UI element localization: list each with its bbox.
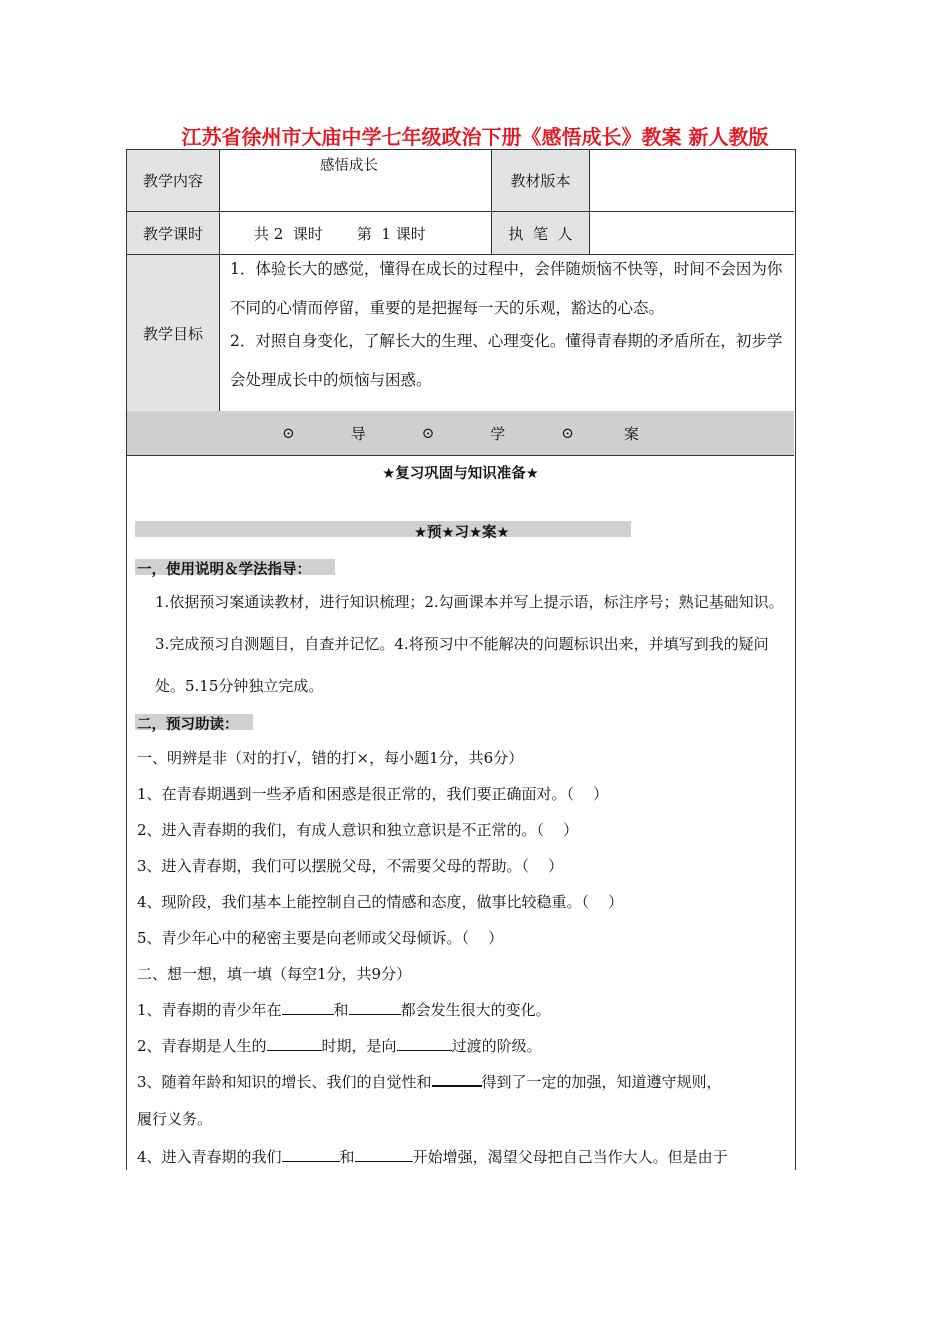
guide-banner (127, 411, 794, 455)
hours-label: 教学课时 (142, 224, 203, 243)
banner-char: 学 (490, 424, 506, 443)
judge-item: 5、青少年心中的秘密主要是向老师或父母倾诉。（ ） (137, 929, 504, 947)
hours-value-cell (220, 212, 491, 254)
preview-title-bar (135, 521, 631, 537)
author-label: 执 笔 人 (508, 224, 573, 243)
goals-label: 教学目标 (142, 324, 203, 343)
fill-question-3-cont: 履行义务。 (137, 1110, 213, 1128)
fill-question-2: 2、青春期是人生的 时期，是向 过渡的阶级。 (137, 1037, 542, 1055)
lesson-plan-table (126, 149, 796, 1170)
document-title: 江苏省徐州市大庙中学七年级政治下册《感悟成长》教案 新人教版 (181, 125, 769, 149)
content-value-cell (220, 150, 491, 211)
fill-question-3: 3、随着年龄和知识的增长、我们的自觉性和 得到了一定的加强，知道遵守规则， (137, 1073, 722, 1091)
banner-circle-icon: ⊙ (561, 424, 574, 442)
part2-title: 二、想一想，填一填（每空1分，共9分） (137, 965, 412, 983)
fill-blank[interactable] (267, 1050, 322, 1051)
section2-title: 二，预习助读： (137, 717, 239, 733)
banner-char: 导 (350, 424, 366, 443)
section1-title: 一，使用说明＆学法指导： (137, 562, 311, 578)
part1-title: 一、明辨是非（对的打√，错的打×，每小题1分，共6分） (137, 749, 524, 767)
review-title: ★复习巩固与知识准备★ (382, 466, 539, 482)
fill-blank[interactable] (282, 1161, 340, 1162)
fill-question-1: 1、青春期的青少年在 和 都会发生很大的变化。 (137, 1001, 551, 1019)
content-label: 教学内容 (142, 172, 203, 190)
fill-blank[interactable] (432, 1085, 482, 1087)
fill-blank[interactable] (355, 1161, 413, 1162)
banner-circle-icon: ⊙ (421, 424, 435, 442)
judge-item: 3、进入青春期，我们可以摆脱父母，不需要父母的帮助。（ ） (137, 857, 564, 875)
content-value: 感悟成长 (320, 158, 378, 174)
edition-label: 教材版本 (510, 172, 571, 190)
goal-item: 2．对照自身变化，了解长大的生理、心理变化。懂得青春期的矛盾所在，初步学会处理成长中的烦恼与困惑。 (230, 332, 783, 389)
hours-total: 共 2 课时 (254, 224, 323, 243)
preview-title: ★预★习★案★ (414, 525, 510, 541)
hours-label-cell (127, 212, 219, 254)
content-label-cell (127, 150, 219, 211)
hours-current: 第 1 课时 (356, 224, 426, 243)
goals-label-cell (127, 255, 219, 411)
row-divider (127, 455, 794, 456)
fill-blank[interactable] (349, 1014, 401, 1015)
fill-blank[interactable] (282, 1014, 334, 1015)
judge-item: 1、在青春期遇到一些矛盾和困惑是很正常的，我们要正确面对。（ ） (137, 785, 609, 803)
judge-item: 2、进入青春期的我们，有成人意识和独立意识是不正常的。（ ） (137, 821, 579, 839)
goals-cell (220, 250, 794, 411)
section1-text: 1.依据预习案通读教材，进行知识梳理；2.勾画课本并写上提示语，标注序号；熟记基础知识。3.完成预习自测题目，自查并记忆。4.将预习中不能解决的问题标识出来，并填写到我的疑问处。5.15分钟独立完成。 (155, 593, 784, 695)
edition-label-cell (492, 150, 589, 211)
edition-value-cell (590, 150, 794, 211)
goal-item: 1．体验长大的感觉，懂得在成长的过程中，会伴随烦恼不快等，时间不会因为你不同的心情而停留，重要的是把握每一天的乐观，豁达的心态。 (230, 260, 783, 317)
banner-circle-icon: ⊙ (282, 424, 295, 442)
author-value-cell (590, 212, 794, 254)
author-label-cell (492, 212, 589, 254)
fill-blank[interactable] (397, 1050, 452, 1051)
banner-char: 案 (623, 424, 639, 443)
fill-question-4: 4、进入青春期的我们 和 开始增强，渴望父母把自己当作大人。但是由于 (137, 1148, 728, 1166)
judge-item: 4、现阶段，我们基本上能控制自己的情感和态度，做事比较稳重。（ ） (137, 893, 624, 911)
